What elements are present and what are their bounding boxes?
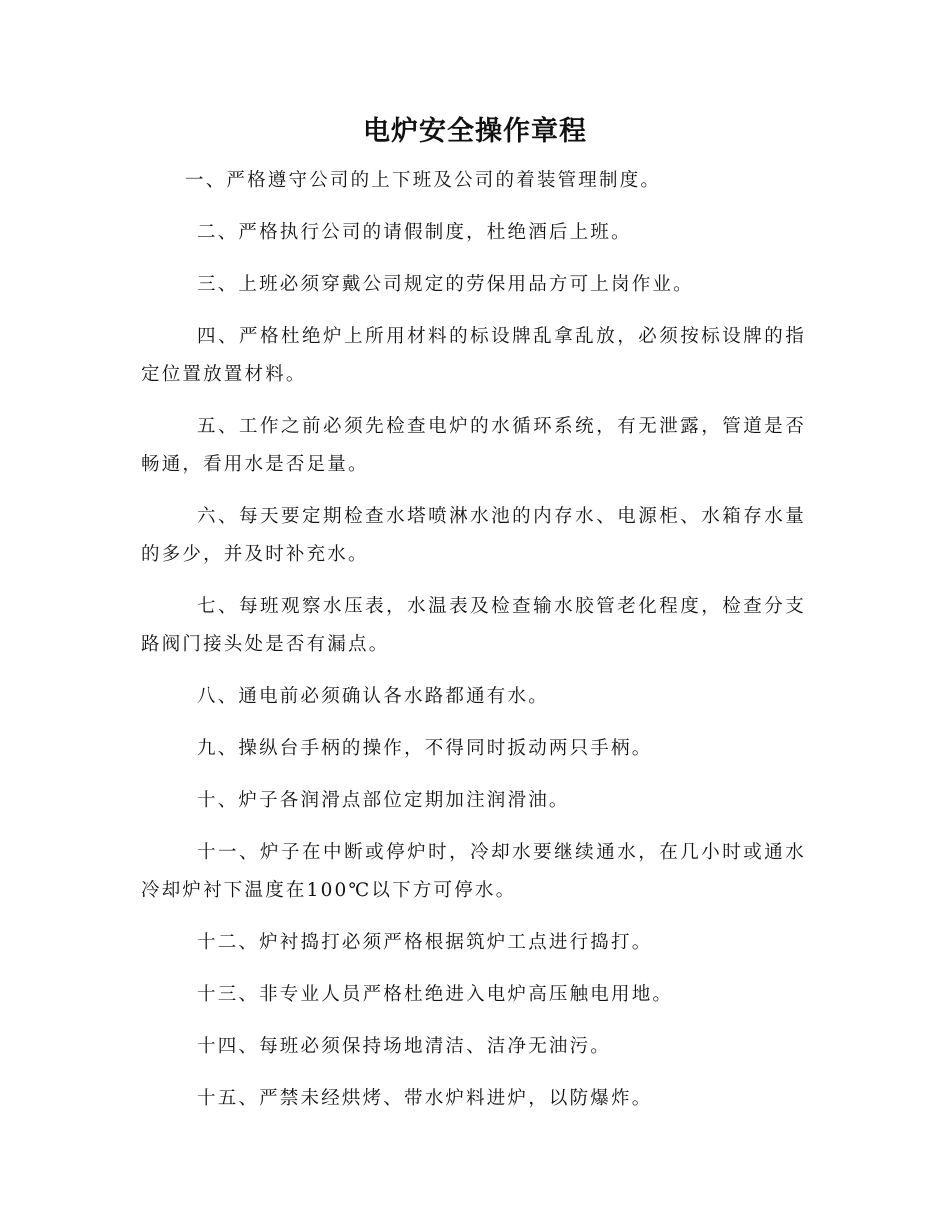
- rules-list: [141, 162, 806, 1132]
- rule-12: 十二、炉衬捣打必须严格根据筑炉工点进行捣打。: [197, 932, 653, 953]
- rule-3: 三、上班必须穿戴公司规定的劳保用品方可上岗作业。: [197, 274, 694, 295]
- rule-1: 一、严格遵守公司的上下班及公司的着装管理制度。: [185, 170, 662, 191]
- document-title: 电炉安全操作章程: [363, 116, 587, 147]
- rule-15: 十五、严禁未经烘烤、带水炉料进炉，以防爆炸。: [197, 1088, 653, 1109]
- rule-7: 七、每班观察水压表，水温表及检查输水胶管老化程度，检查分支路阀门接头处是否有漏点。: [141, 596, 806, 655]
- rule-6: 六、每天要定期检查水塔喷淋水池的内存水、电源柜、水箱存水量的多少，并及时补充水。: [141, 506, 806, 565]
- rule-2: 二、严格执行公司的请假制度，杜绝酒后上班。: [197, 222, 632, 243]
- rule-11: 十一、炉子在中断或停炉时，冷却水要继续通水，在几小时或通水冷却炉衬下温度在100℃以下方可停水。: [141, 842, 806, 901]
- rule-10: 十、炉子各润滑点部位定期加注润滑油。: [197, 790, 570, 811]
- rule-5: 五、工作之前必须先检查电炉的水循环系统，有无泄露，管道是否畅通，看用水是否足量。: [141, 416, 806, 475]
- rule-8: 八、通电前必须确认各水路都通有水。: [197, 686, 549, 707]
- rule-14: 十四、每班必须保持场地清洁、洁净无油污。: [197, 1036, 612, 1057]
- rule-4: 四、严格杜绝炉上所用材料的标设牌乱拿乱放，必须按标设牌的指定位置放置材料。: [141, 326, 806, 385]
- rule-9: 九、操纵台手柄的操作，不得同时扳动两只手柄。: [197, 738, 653, 759]
- rule-13: 十三、非专业人员严格杜绝进入电炉高压触电用地。: [197, 984, 674, 1005]
